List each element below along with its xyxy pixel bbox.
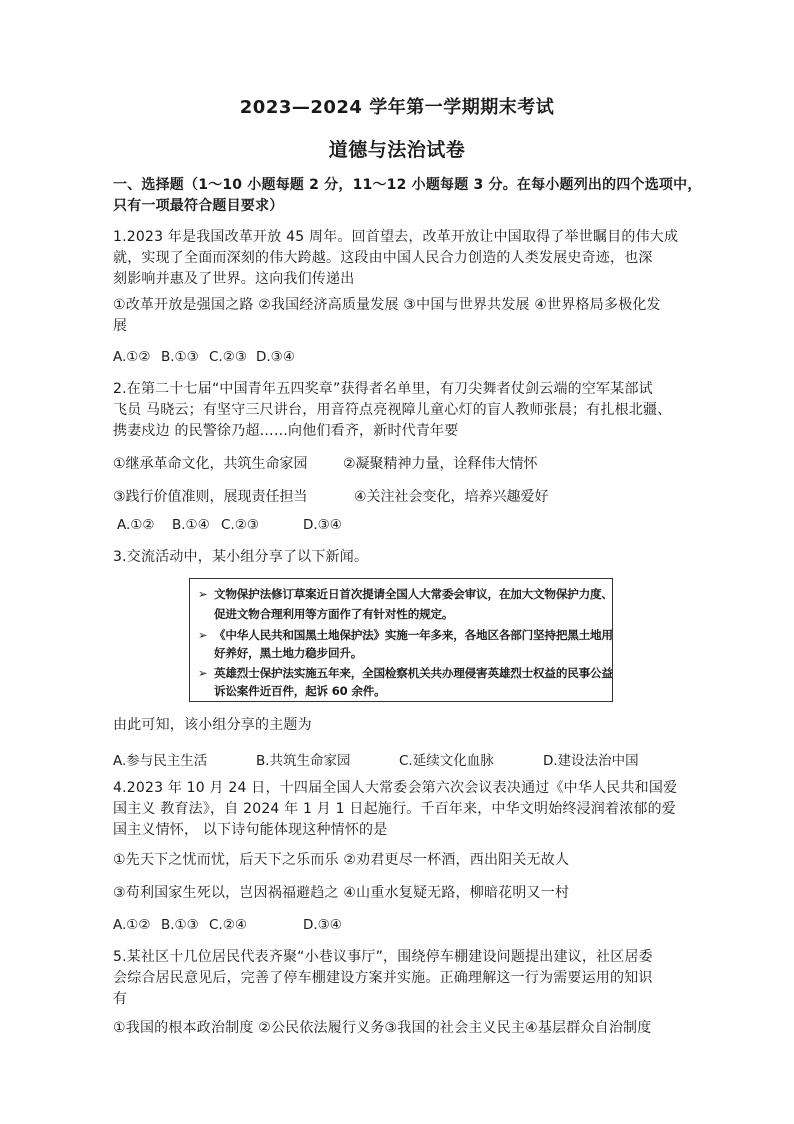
news-box <box>189 578 613 702</box>
q4-option-b: B.①③ <box>161 917 199 933</box>
exam-title: 2023—2024 学年第一学期期末考试 <box>239 97 555 118</box>
q1-option-a: A.①② <box>113 349 151 365</box>
news-item-text: 《中华人民共和国黑土地保护法》实施一年多来，各地区各部门坚持把黑土地用 <box>214 628 613 642</box>
q1-statements: ①改革开放是强国之路 ②我国经济高质量发展 ③中国与世界共发展 ④世界格局多极化发 <box>113 297 661 313</box>
q4-option-c: C.②④ <box>209 917 247 933</box>
news-item-text-cont: 诉讼案件近百件，起诉 60 余件。 <box>214 684 386 698</box>
q4-option-d: D.③④ <box>303 917 342 933</box>
q1-option-d: D.③④ <box>256 349 295 365</box>
q3-option-b: B.共筑生命家园 <box>256 753 351 769</box>
q1-stem-line: 1.2023 年是我国改革开放 45 周年。回首望去，改革开放让中国取得了举世瞩目的伟大成 <box>113 229 679 245</box>
news-item-text-cont: 好养好，黑土地力稳步回升。 <box>214 646 363 660</box>
q1-statements-cont: 展 <box>113 318 128 334</box>
q3-stem: 3.交流活动中，某小组分享了以下新闻。 <box>113 549 369 565</box>
q4-stem-line: 国主义情怀， 以下诗句能体现这种情怀的是 <box>113 822 388 838</box>
q2-statement-4: ④关注社会变化，培养兴趣爱好 <box>354 489 549 505</box>
q5-stem-line: 5.某社区十几位居民代表齐聚“小巷议事厅”，围绕停车棚建设问题提出建议，社区居委 <box>113 949 653 965</box>
q2-stem-line: 2.在第二十七届“中国青年五四奖章”获得者名单里，有刀尖舞者仗剑云端的空军某部试 <box>113 381 653 397</box>
q2-option-d: D.③④ <box>303 517 342 533</box>
q2-option-c: C.②③ <box>221 517 259 533</box>
q1-stem-line: 刻影响并惠及了世界。这向我们传递出 <box>113 271 355 287</box>
q3-option-c: C.延续文化血脉 <box>399 753 494 769</box>
news-item-3 <box>198 666 613 680</box>
arrow-bullet-icon: ➢ <box>198 666 208 680</box>
q2-statement-1: ①继承革命文化，共筑生命家园 <box>113 456 308 472</box>
arrow-bullet-icon: ➢ <box>198 628 208 642</box>
exam-subject: 道德与法治试卷 <box>328 139 466 161</box>
q5-stem-line: 有 <box>113 991 128 1007</box>
q1-option-b: B.①③ <box>161 349 199 365</box>
q2-statement-2: ②凝聚精神力量，诠释伟大情怀 <box>343 456 538 472</box>
q5-statements: ①我国的根本政治制度 ②公民依法履行义务③我国的社会主义民主④基层群众自治制度 <box>113 1020 652 1036</box>
news-item-text: 文物保护法修订草案近日首次提请全国人大常委会审议，在加大文物保护力度、 <box>214 587 613 601</box>
q2-option-a: A.①② <box>117 517 155 533</box>
section-heading-cont: 只有一项最符合题目要求） <box>113 198 284 214</box>
q1-option-c: C.②③ <box>209 349 247 365</box>
q2-stem-line: 携妻戍边 的民警徐乃超……向他们看齐，新时代青年要 <box>113 423 459 439</box>
arrow-bullet-icon: ➢ <box>198 587 208 601</box>
news-item-text: 英雄烈士保护法实施五年来，全国检察机关共办理侵害英雄烈士权益的民事公益 <box>214 666 613 680</box>
q2-statement-3: ③践行价值准则，展现责任担当 <box>113 489 308 505</box>
q3-option-a: A.参与民主生活 <box>113 753 208 769</box>
q3-option-d: D.建设法治中国 <box>543 753 639 769</box>
q1-stem-line: 就，实现了全面而深刻的伟大跨越。这段由中国人民合力创造的人类发展史奇迹，也深 <box>113 250 653 266</box>
q4-option-a: A.①② <box>113 917 151 933</box>
q2-stem-line: 飞员 马晓云；有坚守三尺讲台，用音符点亮视障儿童心灯的盲人教师张晨；有扎根北疆、 <box>113 402 672 418</box>
news-item-1 <box>198 587 613 601</box>
q4-statements-cont: ③苟利国家生死以，岂因祸福避趋之 ④山重水复疑无路，柳暗花明又一村 <box>113 885 570 901</box>
q5-stem-line: 会综合居民意见后，完善了停车棚建设方案并实施。正确理解这一行为需要运用的知识 <box>113 970 653 986</box>
q2-option-b: B.①④ <box>172 517 210 533</box>
news-item-text-cont: 促进文物合理利用等方面作了有针对性的规定。 <box>214 607 454 621</box>
section-heading: 一、选择题（1～10 小题每题 2 分，11～12 小题每题 3 分。在每小题列出的四个选项中， <box>113 177 702 193</box>
q4-statements: ①先天下之忧而忧，后天下之乐而乐 ②劝君更尽一杯酒，西出阳关无故人 <box>113 852 570 868</box>
q4-stem-line: 4.2023 年 10 月 24 日，十四届全国人大常委会第六次会议表决通过《中华人民共和国爱 <box>113 780 678 796</box>
q4-stem-line: 国主义 教育法》，自 2024 年 1 月 1 日起施行。千百年来，中华文明始终浸润着浓郁的爱 <box>113 801 676 817</box>
news-item-2 <box>198 628 613 642</box>
q3-question: 由此可知，该小组分享的主题为 <box>113 717 312 733</box>
